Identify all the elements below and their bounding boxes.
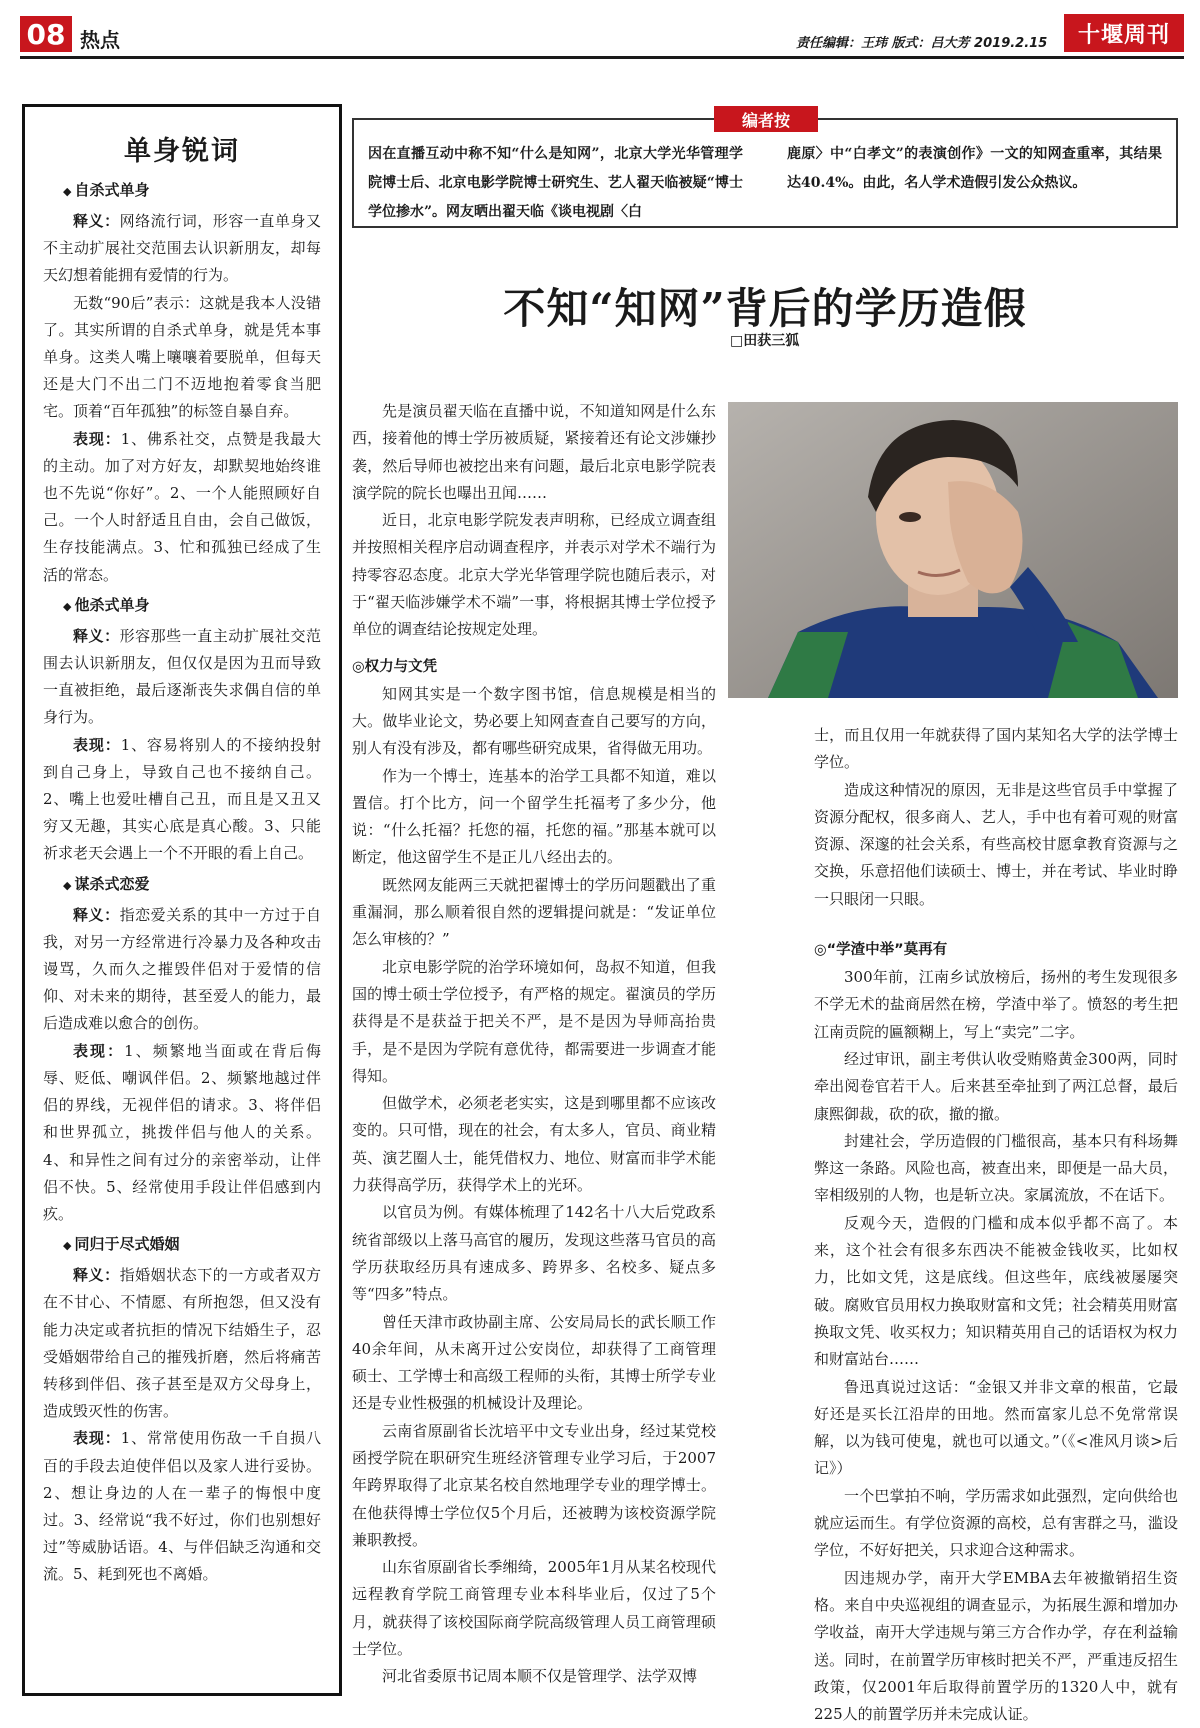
page-number: 08 — [20, 16, 72, 52]
sidebar-paragraph-text: 网络流行词，形容一直单身又不主动扩展社交范围去认识新朋友，却每天幻想着能拥有爱情的行为。 — [43, 212, 321, 285]
sidebar-term-label: 他杀式单身 — [74, 595, 150, 614]
article-paragraph: 作为一个博士，连基本的治学工具都不知道，难以置信。打个比方，问一个留学生托福考了多少分，他说：“什么托福？托您的福，托您的福。”那基本就可以断定，他这留学生不是正儿八经出去的。 — [352, 766, 716, 867]
portrait-illustration — [728, 402, 1178, 698]
editor-note-text-2: 鹿原〉中“白孝文”的表演创作》一文的知网查重率，其结果达40.4%。由此，名人学术造假引发公众热议。 — [787, 146, 1162, 191]
sidebar-term-heading — [63, 178, 321, 204]
article-paragraph: 先是演员翟天临在直播中说，不知道知网是什么东西，接着他的博士学历被质疑，紧接着还有论文涉嫌抄袭，然后导师也被挖出来有问题，最后北京电影学院表演学院的院长也曝出丑闻…… — [352, 402, 716, 502]
sidebar-paragraph-label: 释义： — [73, 905, 120, 924]
article-paragraph: 但做学术，必须老老实实，这是到哪里都不应该改变的。只可惜，现在的社会，有太多人，官员、商业精英、演艺圈人士，能凭借权力、地位、财富而非学术能力获得高学历，获得学术上的光环。 — [352, 1094, 716, 1195]
sidebar-paragraph-label: 释义： — [73, 626, 120, 645]
article-paragraph: 河北省委原书记周本顺不仅是管理学、法学双博 — [382, 1667, 698, 1686]
sidebar-paragraph-label: 表现： — [73, 735, 121, 754]
article-paragraph: 经过审讯，副主考供认收受贿赂黄金300两，同时牵出阅卷官若干人。后来甚至牵扯到了两江总督，最后康熙御裁，砍的砍，撤的撤。 — [814, 1049, 1178, 1123]
article-paragraph: 封建社会，学历造假的门槛很高，基本只有科场舞弊这一条路。风险也高，被查出来，即便是一品大员，宰相级别的人物，也是斩立决。家属流放，不在话下。 — [814, 1131, 1178, 1205]
article-headline: 不知“知网”背后的学历造假 — [503, 284, 1027, 333]
sidebar-title: 单身锐词 — [124, 136, 240, 167]
sidebar-term-heading — [63, 872, 321, 898]
sidebar-paragraph — [43, 623, 321, 732]
sidebar-paragraph — [43, 208, 321, 290]
article-paragraph: 鲁迅真说过这话：“金银又并非文章的根苗，它最好还是买长江沿岸的田地。然而富家儿总不免常常误解，以为钱可使鬼，就也可以通文。”（《<准风月谈>后记》） — [814, 1377, 1178, 1478]
diamond-icon: ◆ — [63, 878, 72, 892]
sidebar-term-label: 谋杀式恋爱 — [74, 874, 150, 893]
section-label: 热点 — [80, 28, 120, 52]
sidebar-paragraph — [43, 1262, 321, 1425]
article-paragraph: 既然网友能两三天就把翟博士的学历问题戳出了重重漏洞，那么顺着很自然的逻辑提问就是：“发证单位怎么审核的？” — [352, 875, 716, 949]
article-paragraph: 以官员为例。有媒体梳理了142名十八大后党政系统省部级以上落马高官的履历，发现这些落马官员的高学历获取经历具有速成多、跨界多、名校多、疑点多等“四多”特点。 — [352, 1203, 716, 1304]
article-paragraph: 近日，北京电影学院发表声明称，已经成立调查组并按照相关程序启动调查程序，并表示对学术不端行为持零容忍态度。北京大学光华管理学院也随后表示，对于“翟天临涉嫌学术不端”一事，将根据其博士学位授予单位的调查结论按规定处理。 — [352, 511, 716, 639]
editor-note-tag: 编者按 — [714, 106, 818, 132]
sidebar-paragraph-label: 表现： — [73, 429, 121, 448]
editor-credits: 责任编辑：王玮 版式：吕大芳 2019.2.15 — [796, 36, 1048, 51]
sidebar-term-heading — [63, 1232, 321, 1258]
editor-note — [352, 110, 1178, 228]
sidebar-paragraph-label: 释义： — [73, 212, 120, 230]
article-paragraph: 反观今天，造假的门槛和成本似乎都不高了。本来，这个社会有很多东西决不能被金钱收买，比如权力，比如文凭，这是底线。但这些年，底线被屡屡突破。腐败官员用权力换取财富和文凭；社会精英用财富换取文凭、收买权力；知识精英用自己的话语权为权力和财富站台…… — [814, 1213, 1178, 1369]
sidebar-paragraph-text: 1、频繁地当面或在背后侮辱、贬低、嘲讽伴侣。2、频繁地越过伴侣的界线，无视伴侣的请求。3、将伴侣和世界孤立，挑拨伴侣与他人的关系。4、和异性之间有过分的亲密举动，让伴侣不快。5、经常使用手段让伴侣感到内疚。 — [43, 1041, 321, 1223]
article-byline: □田获三狐 — [730, 333, 800, 349]
article-paragraph: 一个巴掌拍不响，学历需求如此强烈，定向供给也就应运而生。有学位资源的高校，总有害群之马，滥设学位，不好好把关，只求迎合这种需求。 — [814, 1486, 1178, 1560]
diamond-icon: ◆ — [63, 1239, 72, 1253]
article-column-right — [814, 722, 1178, 1728]
sidebar-paragraph — [43, 426, 321, 589]
sidebar-paragraph-text: 无数“90后”表示：这就是我本人没错了。其实所谓的自杀式单身，就是凭本事单身。这类人嘴上嚷嚷着要脱单，但每天还是大门不出二门不迈地抱着零食当肥宅。顶着“百年孤独”的标签自暴自弃。 — [43, 293, 321, 421]
sidebar-paragraph-text: 指婚姻状态下的一方或者双方在不甘心、不情愿、有所抱怨，但又没有能力决定或者抗拒的情况下结婚生子，忍受婚姻带给自己的摧残折磨，然后将痛苦转移到伴侣、孩子甚至是双方父母身上，造成毁灭性的伤害。 — [43, 1266, 321, 1421]
article-photo — [728, 402, 1178, 698]
sidebar-paragraph — [43, 732, 321, 868]
article-paragraph: 曾任天津市政协副主席、公安局局长的武长顺工作40余年间，从未离开过公安岗位，却获得了工商管理硕士、工学博士和高级工程师的头衔，其博士所学专业还是专业性极强的机械设计及理论。 — [352, 1312, 716, 1413]
article-column-middle — [352, 398, 716, 1691]
sidebar-paragraph-text: 1、容易将别人的不接纳投射到自己身上，导致自己也不接纳自己。2、嘴上也爱吐槽自己丑，而且是又丑又穷又无趣，其实心底是真心酸。3、只能祈求老天会遇上一个不开眼的看上自己。 — [43, 735, 321, 863]
sidebar-paragraph-label: 释义： — [73, 1266, 120, 1285]
article-paragraph: 云南省原副省长沈培平中文专业出身，经过某党校函授学院在职研究生班经济管理专业学习后，于2007年跨界取得了北京某名校自然地理学专业的理学博士。在他获得博士学位仅5个月后，还被聘为该校资源学院兼职教授。 — [352, 1421, 716, 1549]
sidebar-term-label: 同归于尽式婚姻 — [74, 1235, 180, 1254]
sidebar-paragraph-text: 1、佛系社交，点赞是我最大的主动。加了对方好友，却默契地始终谁也不先说“你好”。2、一个人能照顾好自己。一个人时舒适且自由，会自己做饭，生存技能满点。3、忙和孤独已经成了生活的常态。 — [43, 429, 321, 584]
article-paragraph: 因违规办学，南开大学EMBA去年被撤销招生资格。来自中央巡视组的调查显示，为拓展生源和增加办学收益，南开大学违规与第三方合作办学，存在利益输送。同时，在前置学历审核时把关不严，严重违反招生政策，仅2001年后取得前置学历的1320人中，就有225人的前置学历并未完成认证。 — [814, 1568, 1178, 1724]
header-rule — [20, 56, 1184, 59]
diamond-icon: ◆ — [63, 599, 72, 613]
sidebar-paragraph — [43, 290, 321, 426]
diamond-icon: ◆ — [63, 185, 72, 198]
sidebar-paragraph — [43, 902, 321, 1038]
article-paragraph: 知网其实是一个数字图书馆，信息规模是相当的大。做毕业论文，势必要上知网查查自己要写的方向，别人有没有涉及，都有哪些研究成果，省得做无用功。 — [352, 684, 716, 758]
sidebar-body — [43, 178, 321, 1589]
sidebar-term-heading — [63, 593, 321, 619]
article-subheading: ◎“学渣中举”莫再有 — [814, 942, 948, 959]
sidebar-paragraph-label: 表现： — [73, 1429, 121, 1448]
editor-note-text-1: 因在直播互动中称不知“什么是知网”，北京大学光华管理学院博士后、北京电影学院博士研究生、艺人翟天临被疑“博士学位掺水”。网友晒出翟天临《谈电视剧〈白 — [368, 146, 743, 220]
article-paragraph: 造成这种情况的原因，无非是这些官员手中掌握了资源分配权，很多商人、艺人，手中也有着可观的财富资源、深邃的社会关系，有些高校甘愿拿教育资源与之交换，乐意招他们读硕士、博士，并在考试、毕业时睁一只眼闭一只眼。 — [814, 780, 1178, 908]
article-paragraph: 士，而且仅用一年就获得了国内某知名大学的法学博士学位。 — [814, 726, 1178, 772]
sidebar-term-label: 自杀式单身 — [74, 181, 150, 199]
sidebar-paragraph — [43, 1038, 321, 1228]
sidebar-paragraph — [43, 1425, 321, 1588]
article-paragraph: 山东省原副省长季缃绮，2005年1月从某名校现代远程教育学院工商管理专业本科毕业后，仅过了5个月，就获得了该校国际商学院高级管理人员工商管理硕士学位。 — [352, 1558, 716, 1659]
sidebar-paragraph-text: 形容那些一直主动扩展社交范围去认识新朋友，但仅仅是因为丑而导致一直被拒绝，最后逐渐丧失求偶自信的单身行为。 — [43, 626, 321, 727]
article-paragraph: 北京电影学院的治学环境如何，岛叔不知道，但我国的博士硕士学位授予，有严格的规定。翟演员的学历获得是不是获益于把关不严，是不是因为导师高抬贵手，是不是因为学院有意优待，都需要进一步调查才能得知。 — [352, 957, 716, 1085]
article-subheading: ◎权力与文凭 — [352, 658, 438, 675]
newspaper-brand: 十堰周刊 — [1064, 14, 1184, 52]
sidebar-box — [22, 104, 342, 1696]
sidebar-paragraph-text: 指恋爱关系的其中一方过于自我，对另一方经常进行冷暴力及各种攻击谩骂，久而久之摧毁伴侣对于爱情的信仰、对未来的期待，甚至爱人的能力，最后造成难以愈合的创伤。 — [43, 905, 321, 1033]
sidebar-paragraph-text: 1、常常使用伤敌一千自损八百的手段去迫使伴侣以及家人进行妥协。2、想让身边的人在一辈子的悔恨中度过。3、经常说“我不好过，你们也别想好过”等威胁话语。4、与伴侣缺乏沟通和交流。5、耗到死也不离婚。 — [43, 1429, 321, 1584]
article-paragraph: 300年前，江南乡试放榜后，扬州的考生发现很多不学无术的盐商居然在榜，学渣中举了。愤怒的考生把江南贡院的匾额糊上，写上“卖完”二字。 — [814, 968, 1178, 1041]
sidebar-paragraph-label: 表现： — [73, 1041, 125, 1060]
